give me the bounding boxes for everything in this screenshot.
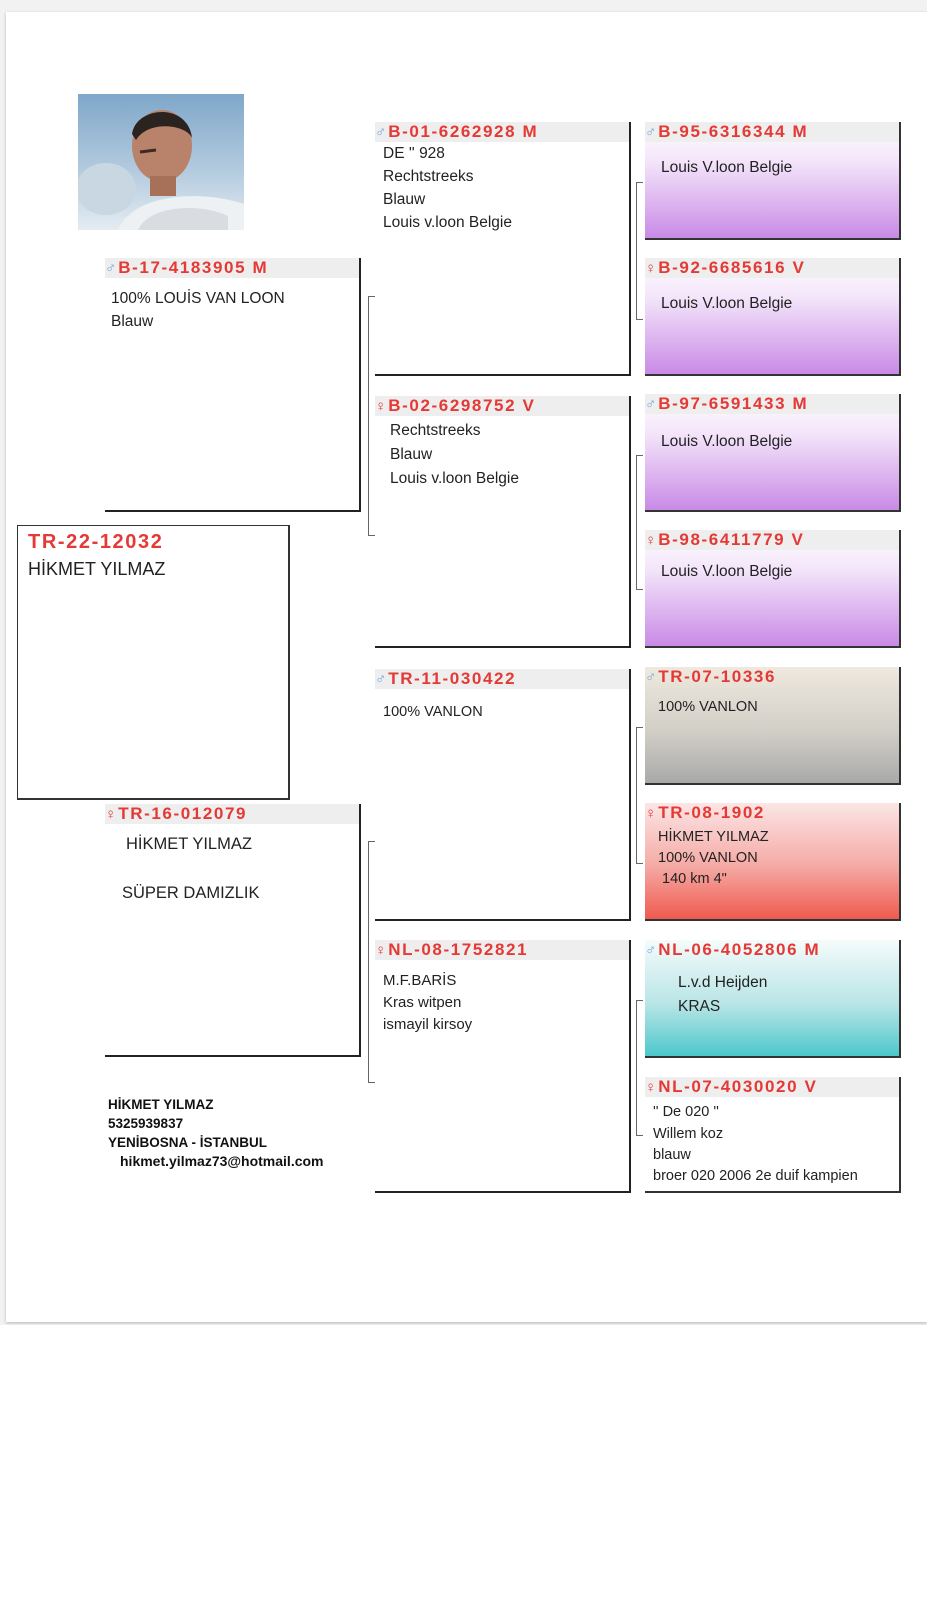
dam-header [105, 804, 359, 824]
gen2-header-1 [375, 122, 629, 142]
gen2-header-4 [375, 940, 629, 960]
gen2-line: 100% VANLON [383, 704, 483, 720]
contact-email: hikmet.yilmaz73@hotmail.com [120, 1153, 324, 1169]
bracket [636, 455, 643, 590]
gen3-ring: TR-07-10336 [658, 667, 777, 686]
gen2-underline [375, 919, 631, 921]
subject-owner: HİKMET YILMAZ [28, 559, 166, 579]
gen3-ring: B-95-6316344 M [658, 122, 809, 141]
gen2-line: Rechtstreeks [390, 422, 481, 439]
gen3-line: Louis V.loon Belgie [661, 563, 793, 580]
gen2-line: Louis v.loon Belgie [383, 214, 512, 231]
gen2-ring: TR-11-030422 [388, 669, 517, 688]
gen3-header [645, 122, 899, 142]
gen3-ring: NL-07-4030020 V [658, 1077, 818, 1096]
bracket [636, 1000, 643, 1136]
gen2-line: Rechtstreeks [383, 168, 474, 185]
sire-header [105, 258, 359, 278]
gen3-ring: NL-06-4052806 M [658, 940, 821, 959]
contact-block [108, 1095, 324, 1171]
blank-area [0, 1325, 927, 1600]
gen3-ring: B-98-6411779 V [658, 530, 805, 549]
gen2-connector [629, 940, 631, 1193]
pedigree-sheet [6, 12, 927, 1322]
gen3-line: blauw [653, 1147, 691, 1163]
gen2-line: M.F.BARİS [383, 972, 457, 989]
gen3-card [645, 394, 901, 512]
subject-card [17, 525, 290, 800]
gen3-header [645, 258, 899, 278]
gen3-line: Louis V.loon Belgie [661, 159, 793, 176]
gen2-connector [629, 669, 631, 921]
gen3-card [645, 122, 901, 240]
male-icon: ♂ [105, 260, 117, 277]
female-icon: ♀ [105, 806, 117, 823]
male-icon: ♂ [645, 396, 657, 413]
gen2-line: Blauw [390, 446, 433, 463]
gen3-header [645, 940, 899, 960]
gen3-header [645, 530, 899, 550]
gen3-card [645, 667, 901, 785]
bracket [636, 727, 643, 864]
female-icon: ♀ [375, 942, 387, 959]
bracket [368, 296, 375, 536]
sire-ring: B-17-4183905 M [118, 258, 269, 277]
dam-connector [359, 804, 361, 1057]
gen3-line: Willem koz [653, 1126, 724, 1142]
female-icon: ♀ [645, 532, 657, 549]
male-icon: ♂ [645, 124, 657, 141]
sire-line: 100% LOUİS VAN LOON [111, 290, 285, 307]
gen3-header [645, 803, 899, 823]
gen2-connector [629, 122, 631, 376]
contact-phone: 5325939837 [108, 1116, 184, 1131]
owner-photo [78, 94, 244, 230]
gen2-underline [375, 646, 631, 648]
gen3-header [645, 394, 899, 414]
gen3-card [645, 258, 901, 376]
female-icon: ♀ [645, 260, 657, 277]
dam-underline [105, 1055, 361, 1057]
sire-connector [359, 258, 361, 512]
female-icon: ♀ [375, 398, 387, 415]
gen2-line: Louis v.loon Belgie [390, 470, 519, 487]
dam-ring: TR-16-012079 [118, 804, 248, 823]
gen3-card [645, 530, 901, 648]
gen3-line: L.v.d Heijden [678, 974, 768, 991]
gen2-underline [375, 1191, 631, 1193]
gen2-line: DE '' 928 [383, 145, 445, 162]
gen3-line: 100% VANLON [658, 850, 758, 866]
gen3-card [645, 1077, 901, 1193]
gen2-line: Blauw [383, 191, 426, 208]
female-icon: ♀ [645, 1079, 657, 1096]
gen3-ring: B-92-6685616 V [658, 258, 806, 277]
gen3-ring: B-97-6591433 M [658, 394, 809, 413]
gen2-line: ismayil kirsoy [383, 1016, 473, 1033]
sire-line: Blauw [111, 313, 154, 330]
gen3-line: KRAS [678, 998, 721, 1015]
male-icon: ♂ [645, 669, 657, 686]
gen3-line: Louis V.loon Belgie [661, 295, 793, 312]
gen2-header-3 [375, 669, 629, 689]
bracket [636, 182, 643, 320]
gen3-line: 100% VANLON [658, 699, 758, 715]
subject-ring: TR-22-12032 [28, 531, 164, 553]
contact-location: YENİBOSNA - İSTANBUL [108, 1135, 268, 1150]
dam-line: HİKMET YILMAZ [126, 835, 252, 853]
male-icon: ♂ [645, 942, 657, 959]
bracket [368, 841, 375, 1083]
dam-line: SÜPER DAMIZLIK [122, 884, 260, 902]
male-icon: ♂ [375, 671, 387, 688]
gen3-header [645, 667, 899, 687]
gen2-ring: B-02-6298752 V [388, 396, 536, 415]
gen3-ring: TR-08-1902 [658, 803, 765, 822]
gen3-line: HİKMET YILMAZ [658, 829, 769, 845]
gen2-header-2 [375, 396, 629, 416]
gen3-line: 140 km 4" [662, 871, 727, 887]
gen3-line: broer 020 2006 2e duif kampien [653, 1168, 858, 1184]
gen2-underline [375, 374, 631, 376]
male-icon: ♂ [375, 124, 387, 141]
gen2-connector [629, 396, 631, 648]
gen3-header [645, 1077, 899, 1097]
gen3-line: '' De 020 '' [653, 1104, 719, 1120]
gen3-card [645, 803, 901, 921]
gen2-line: Kras witpen [383, 994, 462, 1011]
gen3-line: Louis V.loon Belgie [661, 433, 793, 450]
contact-name: HİKMET YILMAZ [108, 1097, 214, 1112]
sire-underline [105, 510, 361, 512]
gen2-ring: NL-08-1752821 [388, 940, 529, 959]
female-icon: ♀ [645, 805, 657, 822]
gen2-ring: B-01-6262928 M [388, 122, 539, 141]
gen3-card [645, 940, 901, 1058]
